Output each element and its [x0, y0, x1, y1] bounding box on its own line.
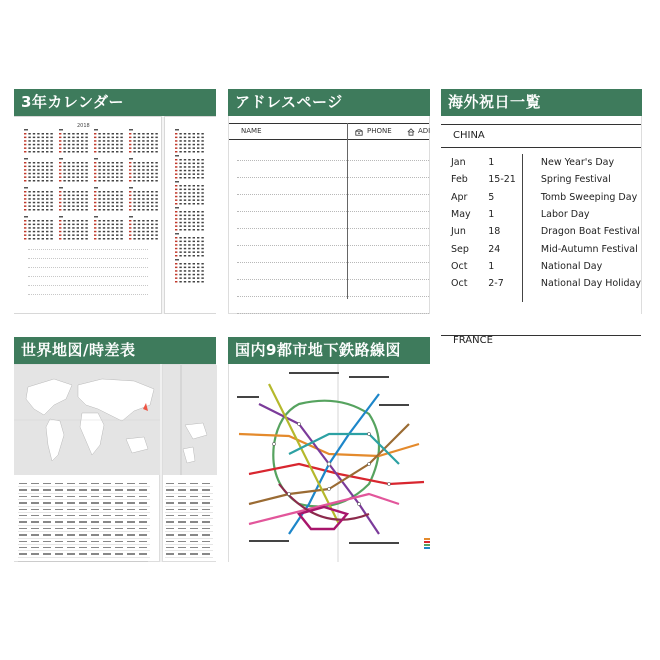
worldmap-spread — [14, 364, 216, 562]
address-col-phone: PHONE — [367, 127, 392, 135]
time-difference-cell — [54, 551, 66, 557]
calendar-month-block — [94, 129, 126, 155]
telephone-icon — [355, 127, 363, 135]
calendar-month-block — [94, 158, 126, 184]
holiday-name: Tomb Sweeping Day — [540, 191, 638, 203]
calendar-month-block — [129, 158, 161, 184]
holiday-row — [451, 275, 641, 292]
country-name: CHINA — [453, 130, 485, 141]
holiday-table — [451, 154, 641, 292]
holiday-day: 2-7 — [488, 278, 504, 290]
worldmap-right-page — [162, 364, 216, 562]
calendar-month-block — [59, 187, 91, 213]
holiday-name: Dragon Boat Festival — [540, 226, 640, 238]
calendar-memo-line — [28, 258, 148, 259]
time-difference-row — [165, 551, 213, 557]
calendar-memo-line — [28, 276, 148, 277]
holiday-name: National Day — [540, 260, 603, 272]
address-entry-line — [237, 211, 429, 212]
panel-address — [228, 89, 430, 314]
holiday-row — [451, 189, 641, 206]
holiday-name: Mid-Autumn Festival — [540, 243, 638, 255]
panel-calendar-title: 3年カレンダー — [14, 89, 216, 116]
calendar-month-block — [24, 216, 56, 242]
address-page — [228, 116, 430, 314]
address-entry-line — [237, 177, 429, 178]
panel-holidays — [441, 89, 642, 346]
address-header-row — [229, 123, 429, 140]
holiday-row — [451, 223, 641, 240]
calendar-month-block — [59, 216, 91, 242]
calendar-month-block — [175, 259, 207, 285]
calendar-month-block — [24, 129, 56, 155]
calendar-month-block — [175, 181, 207, 207]
holiday-row — [451, 154, 641, 171]
calendar-month-block — [24, 158, 56, 184]
next-country-name: FRANCE — [453, 335, 493, 346]
holiday-day: 24 — [488, 243, 501, 255]
calendar-month-block — [175, 155, 207, 181]
time-difference-cell — [102, 551, 114, 557]
time-difference-cell — [189, 551, 201, 557]
holiday-month: Feb — [451, 174, 468, 186]
time-difference-cell — [177, 551, 189, 557]
holiday-month: Oct — [451, 278, 468, 290]
world-map-continuation-image — [163, 365, 217, 475]
address-entry-line — [237, 296, 429, 297]
timezone-footnote — [18, 561, 148, 562]
holiday-day: 18 — [488, 226, 501, 238]
calendar-memo-line — [28, 249, 148, 250]
subway-route-map-image — [229, 364, 431, 562]
address-col-address: ADI — [418, 127, 431, 135]
time-difference-row — [18, 551, 150, 557]
holiday-day: 1 — [488, 157, 495, 169]
time-difference-cell — [165, 551, 177, 557]
subway-map-page — [228, 364, 430, 562]
calendar-month-block — [129, 216, 161, 242]
time-difference-cell — [114, 551, 126, 557]
holiday-day: 15-21 — [488, 174, 516, 186]
world-map-image — [14, 365, 160, 475]
calendar-year-label: 2018 — [77, 123, 90, 129]
holiday-day: 1 — [488, 260, 495, 272]
house-icon — [407, 127, 415, 135]
holiday-month: Oct — [451, 260, 468, 272]
address-entry-line — [237, 245, 429, 246]
holiday-page — [441, 116, 642, 346]
calendar-month-block — [24, 187, 56, 213]
holiday-name: Labor Day — [540, 209, 590, 221]
panel-worldmap — [14, 337, 216, 562]
time-difference-cell — [126, 551, 138, 557]
calendar-month-block — [175, 129, 207, 155]
holiday-row — [451, 258, 641, 275]
panel-subway-title: 国内9都市地下鉄路線図 — [228, 337, 430, 364]
holiday-month: Apr — [451, 191, 468, 203]
holiday-month: May — [451, 209, 471, 221]
address-entry-line — [237, 279, 429, 280]
holiday-name: New Year's Day — [540, 157, 615, 169]
time-difference-cell — [66, 551, 78, 557]
address-entry-line — [237, 313, 429, 314]
holiday-name: Spring Festival — [540, 174, 611, 186]
address-entry-line — [237, 160, 429, 161]
holiday-row — [451, 240, 641, 257]
address-entry-line — [237, 228, 429, 229]
calendar-memo-line — [28, 294, 148, 295]
calendar-month-block — [94, 187, 126, 213]
panel-calendar — [14, 89, 216, 314]
time-difference-cell — [201, 551, 213, 557]
holiday-month: Jun — [451, 226, 466, 238]
time-difference-cell — [138, 551, 150, 557]
holiday-row — [451, 171, 641, 188]
calendar-month-block — [129, 129, 161, 155]
address-entry-line — [237, 262, 429, 263]
calendar-month-block — [94, 216, 126, 242]
time-difference-cell — [78, 551, 90, 557]
time-difference-cell — [90, 551, 102, 557]
panel-worldmap-title: 世界地図/時差表 — [14, 337, 216, 364]
country-header — [441, 124, 641, 148]
panel-holidays-title: 海外祝日一覧 — [441, 89, 642, 116]
next-country-header — [441, 335, 641, 345]
calendar-right-page — [164, 116, 216, 314]
calendar-month-block — [129, 187, 161, 213]
holiday-month: Jan — [451, 157, 466, 169]
calendar-memo-line — [28, 267, 148, 268]
calendar-month-block — [175, 233, 207, 259]
calendar-month-block — [175, 207, 207, 233]
calendar-memo-line — [28, 285, 148, 286]
panel-address-title: アドレスページ — [228, 89, 430, 116]
holiday-month: Sep — [451, 243, 469, 255]
calendar-spread — [14, 116, 216, 314]
holiday-row — [451, 206, 641, 223]
holiday-name: National Day Holiday — [540, 278, 641, 290]
address-col-name: NAME — [241, 127, 262, 135]
time-difference-table — [18, 481, 150, 558]
time-difference-cell — [30, 551, 42, 557]
calendar-month-block — [59, 129, 91, 155]
time-difference-cell — [18, 551, 30, 557]
holiday-day: 5 — [488, 191, 495, 203]
calendar-month-block — [59, 158, 91, 184]
worldmap-left-page — [14, 364, 160, 562]
time-difference-table-continued — [165, 481, 213, 558]
time-difference-cell — [42, 551, 54, 557]
panel-subway — [228, 337, 430, 562]
holiday-day: 1 — [488, 209, 495, 221]
address-entry-line — [237, 194, 429, 195]
